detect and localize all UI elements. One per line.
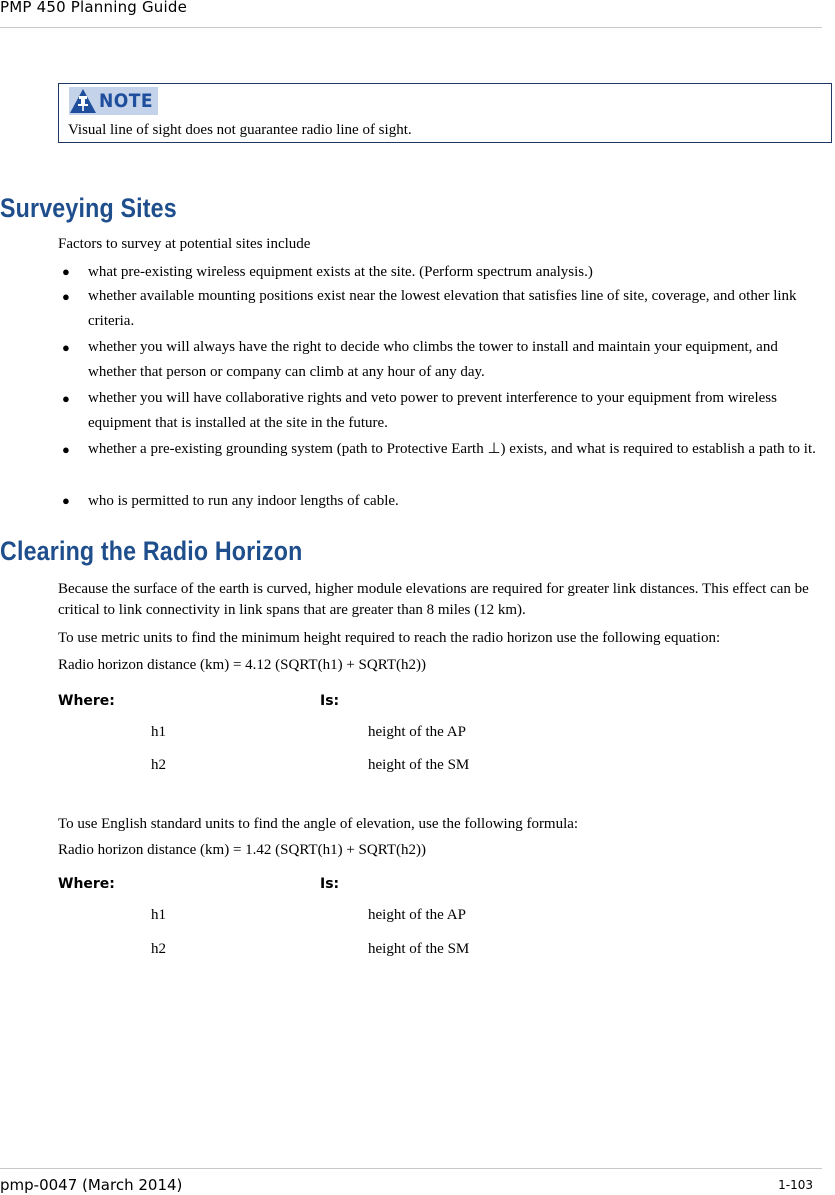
bullet-icon: ● xyxy=(62,340,70,355)
list-item xyxy=(58,284,823,335)
equation-metric: Radio horizon distance (km) = 4.12 (SQRT(h1) + SQRT(h2)) xyxy=(58,657,426,673)
horizon-para-3: To use English standard units to find the angle of elevation, use the following formula: xyxy=(58,816,579,832)
note-label: NOTE xyxy=(99,90,153,112)
note-box xyxy=(58,83,832,143)
table2-is-header: Is: xyxy=(320,876,340,892)
list-item xyxy=(58,437,823,488)
horizon-para-1: Because the surface of the earth is curved, higher module elevations are required for greater link distances. This effect can be critical to link connectivity in link spans that are greater than 8 miles (12 km). xyxy=(58,581,809,618)
footer-divider xyxy=(0,1168,822,1169)
table1-def-h1: height of the AP xyxy=(368,724,466,740)
table2-def-h1: height of the AP xyxy=(368,907,466,923)
bullet-icon: ● xyxy=(62,289,70,304)
horizon-heading: Clearing the Radio Horizon xyxy=(0,536,303,566)
list-item-text: what pre-existing wireless equipment exists at the site. (Perform spectrum analysis.) xyxy=(88,264,593,280)
header-divider xyxy=(0,27,822,28)
note-text: Visual line of sight does not guarantee radio line of sight. xyxy=(68,122,412,138)
table2-def-h2: height of the SM xyxy=(368,941,470,957)
bullet-icon: ● xyxy=(62,493,70,508)
bullet-icon: ● xyxy=(62,264,70,279)
surveying-bullet-list xyxy=(58,259,823,513)
note-badge xyxy=(69,87,158,115)
table2-var-h1: h1 xyxy=(151,907,166,923)
list-item xyxy=(58,335,823,386)
footer-page-number: 1-103 xyxy=(778,1178,813,1192)
surveying-heading: Surveying Sites xyxy=(0,193,177,223)
footer-doc-id: pmp-0047 (March 2014) xyxy=(0,1176,183,1194)
list-item-text: who is permitted to run any indoor lengths of cable. xyxy=(88,493,399,509)
table2-where-header: Where: xyxy=(58,876,115,892)
table1-def-h2: height of the SM xyxy=(368,757,470,773)
bullet-icon: ● xyxy=(62,442,70,457)
list-item xyxy=(58,259,823,284)
pushpin-icon xyxy=(69,87,97,115)
list-item-text: whether you will have collaborative rights and veto power to prevent interference to your equipment from wireless equipment that is installed at the site in the future. xyxy=(88,390,777,431)
list-item-text: whether you will always have the right to decide who climbs the tower to install and maintain your equipment, and whether that person or company can climb at any hour of any day. xyxy=(88,339,778,380)
table1-var-h1: h1 xyxy=(151,724,166,740)
table2-var-h2: h2 xyxy=(151,941,166,957)
bullet-icon: ● xyxy=(62,391,70,406)
list-item-text: whether available mounting positions exist near the lowest elevation that satisfies line of site, coverage, and other link criteria. xyxy=(88,288,797,329)
surveying-intro: Factors to survey at potential sites include xyxy=(58,236,311,252)
list-item-text: whether a pre-existing grounding system (path to Protective Earth ⊥) exists, and what is required to establish a path to it. xyxy=(88,441,816,457)
table1-is-header: Is: xyxy=(320,693,340,709)
horizon-para-2: To use metric units to find the minimum height required to reach the radio horizon use the following equation: xyxy=(58,630,721,646)
equation-english: Radio horizon distance (km) = 1.42 (SQRT(h1) + SQRT(h2)) xyxy=(58,842,426,858)
list-item xyxy=(58,488,823,513)
table1-var-h2: h2 xyxy=(151,757,166,773)
table1-where-header: Where: xyxy=(58,693,115,709)
page-header-title: PMP 450 Planning Guide xyxy=(0,0,188,16)
list-item xyxy=(58,386,823,437)
